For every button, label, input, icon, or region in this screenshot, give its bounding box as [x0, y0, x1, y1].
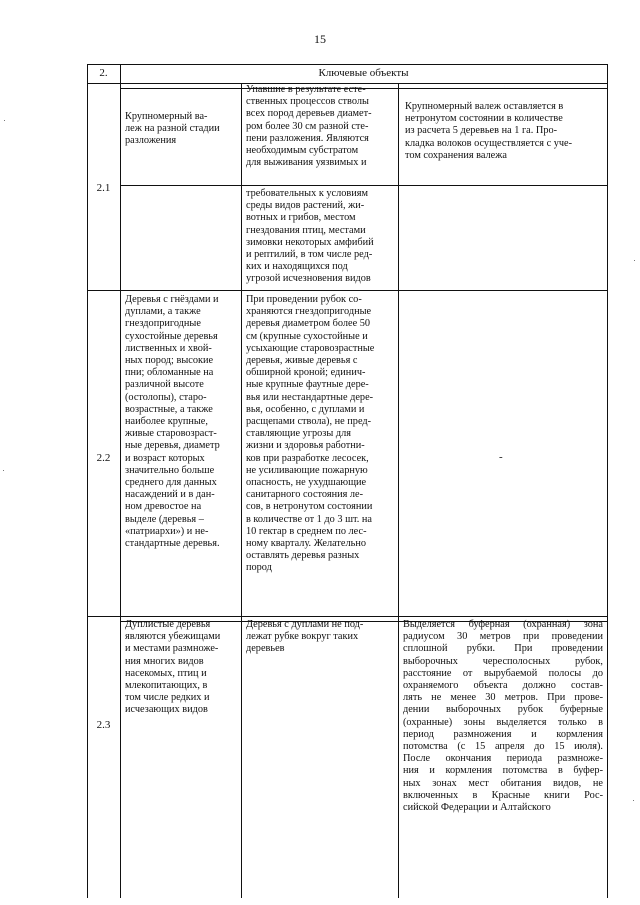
row-description-cell-continued: требовательных к условиям среды видов растений, жи- вотных и грибов, местом гнездования птиц, местами зимовки некоторых амфибий и рептилий, в том числе ред- ких и находящихся под угрозой исчезновения видов — [246, 188, 374, 285]
scan-speck — [4, 120, 5, 121]
table-rule — [87, 64, 608, 65]
scan-speck — [3, 470, 4, 471]
header-number: 2. — [99, 67, 108, 79]
scan-speck — [633, 800, 634, 801]
table-col-rule — [120, 64, 121, 898]
row-measure-cell: Крупномерный валеж оставляется в нетронутом состоянии в количестве из расчета 5 деревьев на 1 га. Про- кладка волоков осуществляется с уче- том сохранения валежа — [405, 101, 573, 161]
row-measure-cell: Выделяется буферная (охранная) зона радиусом 30 метров при проведении сплошной рубки. При проведении выборочных чересполосных рубок, расстояние от вырубаемой полосы до охраняемого объекта должно состав- лять не менее 30 метров. При прове- дении выборочных рубок буферные (охранные) зоны выделяется только в период размножения и кормления потомства (с 15 апреля до 15 июля). После окончания периода размноже- ния и кормления потомства в буфер- ных зонах мест обитания видов, не включенных в Красные книги Рос- сийской Федерации и Алтайского — [403, 619, 603, 814]
row-number: 2.2 — [96, 452, 111, 464]
table-col-rule — [241, 83, 242, 898]
row-description-cell: Упавшие в результате есте- ственных процессов стволы всех пород деревьев диамет- ром более 30 см разной сте- пени разложения. Являются необходимым субстратом для выживания уязвимых и — [246, 84, 372, 169]
row-object-cell: Деревья с гнёздами и дуплами, а также гнездопригодные сухостойные деревья лиственных и хвой- ных пород; высокие пни; обломанные на различной высоте (остолопы), старо- возрастные, а также наиболее крупные, живые старовозраст- ные деревья, диаметр и возраст которых значительно больше среднего для данных насаждений и в дан- ном древостое на выделе (деревья – «патриархи») и не- стандартные деревья. — [125, 294, 220, 550]
header-title: Ключевые объекты — [318, 67, 409, 79]
row-description-cell: При проведении рубок со- храняются гнездопригодные деревья диаметром более 50 см (крупные сухостойные и усыхающие старовозрастные деревья, живые деревья с обширной кроной; единич- ные крупные фаутные дере- вья или нестандартные дере- вья, особенно, с дуплами и расщепами ствола), не пред- ставляющие угрозы для жизни и здоровья работни- ков при разработке лесосек, не усиливающие пожарную опасность, не ухудшающие санитарного состояния ле- сов, в нетронутом состоянии в количестве от 1 до 3 шт. на 10 гектар в среднем по лес- ному кварталу. Желательно оставлять деревья разных пород — [246, 294, 375, 574]
page-number: 15 — [314, 32, 326, 46]
row-number: 2.1 — [96, 182, 111, 194]
row-measure-empty: - — [499, 451, 503, 463]
table-rule — [87, 616, 608, 617]
table-rule — [87, 290, 608, 291]
table-col-rule — [398, 83, 399, 898]
row-number: 2.3 — [96, 719, 111, 731]
key-objects-table — [87, 64, 608, 898]
scan-speck — [634, 260, 635, 261]
row-description-cell: Деревья с дуплами не под- лежат рубке вокруг таких деревьев — [246, 619, 364, 655]
row-split-rule — [120, 185, 608, 186]
row-object-cell: Крупномерный ва- леж на разной стадии разложения — [125, 111, 220, 147]
table-border-right — [607, 64, 608, 898]
row-object-cell: Дуплистые деревья являются убежищами и местами размноже- ния многих видов насекомых, птиц и млекопитающих, в том числе редких и исчезающих видов — [125, 619, 221, 716]
